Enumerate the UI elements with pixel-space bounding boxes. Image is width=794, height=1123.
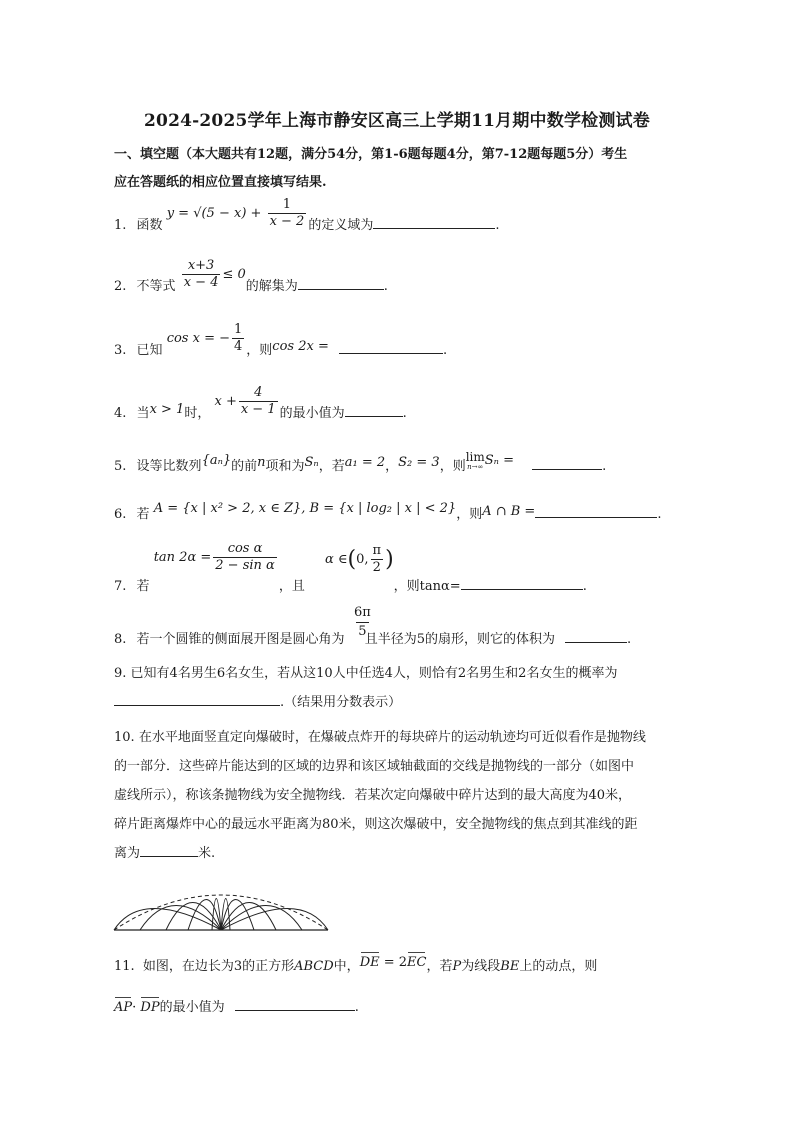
answer-blank-9[interactable] — [114, 693, 280, 706]
answer-blank-11[interactable] — [235, 998, 355, 1011]
answer-blank-6[interactable] — [535, 505, 657, 518]
answer-blank-2[interactable] — [298, 277, 384, 290]
question-11: 11. 如图，在边长为3的正方形ABCD中，DE = 2EC，若P为线段BE上的动点，则 — [114, 955, 598, 974]
question-9: 9. 已知有4名男生6名女生，若从这10人中任选4人，则恰有2名男生和2名女生的概率为 .（结果用分数表示） — [114, 666, 618, 710]
answer-blank-1[interactable] — [373, 216, 495, 229]
parabola-figure — [112, 877, 332, 933]
section-header: 一、填空题（本大题共有12题，满分54分，第1-6题每题4分，第7-12题每题5分）考生 应在答题纸的相应位置直接填写结果. — [114, 147, 628, 190]
question-8: 8. 若一个圆锥的侧面展开图是圆心角为 6π 5 且半径为5的扇形，则它的体积为 . — [114, 605, 632, 647]
question-11-line-2: AP· DP的最小值为 . — [114, 1000, 359, 1015]
page-title: 2024-2025学年上海市静安区高三上学期11月期中数学检测试卷 — [144, 111, 650, 131]
answer-blank-10[interactable] — [140, 844, 198, 857]
answer-blank-5[interactable] — [532, 457, 602, 470]
question-6: 6. 若 A = {x | x² > 2, x ∈ Z}, B = {x | log₂ | x | < 2}，则A ∩ B = . — [114, 501, 662, 522]
question-7: 7. 若 tan 2α = $\frac{\text{cos α}}{\text{2 − sin α}}$ ，且 α ∈(0, $\frac{\pi}{2}$ )，则tanα= . — [114, 541, 587, 594]
q1-expr: y = √(5 − x) + — [166, 206, 262, 221]
q1-fraction: $\frac{1}{x - 2}$ — [269, 197, 305, 229]
answer-blank-7[interactable] — [461, 577, 583, 590]
answer-blank-4[interactable] — [345, 404, 403, 417]
answer-blank-8[interactable] — [565, 630, 627, 643]
question-5: 5. 设等比数列{aₙ}的前n项和为Sₙ，若a₁ = 2，S₂ = 3，则 lim n→∞ Sₙ = . — [114, 449, 607, 474]
question-1: 1. 函数 y = √(5 − x) + $\frac{1}{x - 2}$ 的定义域为 . — [114, 197, 500, 233]
question-4: 4. 当x > 1时， x + $\frac{4}{x - 1}$ 的最小值为 . — [114, 385, 407, 421]
answer-blank-3[interactable] — [339, 341, 443, 354]
question-2: 2. 不等式 $\frac{x+3}{x - 4}$ ≤ 0的解集为 . — [114, 258, 388, 294]
question-3: 3. 已知 cos x = − $\frac{1}{4}$ ，则cos 2x = . — [114, 322, 448, 358]
question-10: 10. 在水平地面竖直定向爆破时，在爆破点炸开的每块碎片的运动轨迹均可近似看作是抛物线 的一部分．这些碎片能达到的区域的边界和该区域轴截面的交线是抛物线的一部分（如图中 虚线所示），称该条抛物线为安全抛物线．若某次定向爆破中碎片达到的最大高度为40米， 碎片距离爆炸中心的最远水平距离为80米，则这次爆破中，安全抛物线的焦点到其准线的距 离为 米. — [114, 730, 646, 861]
